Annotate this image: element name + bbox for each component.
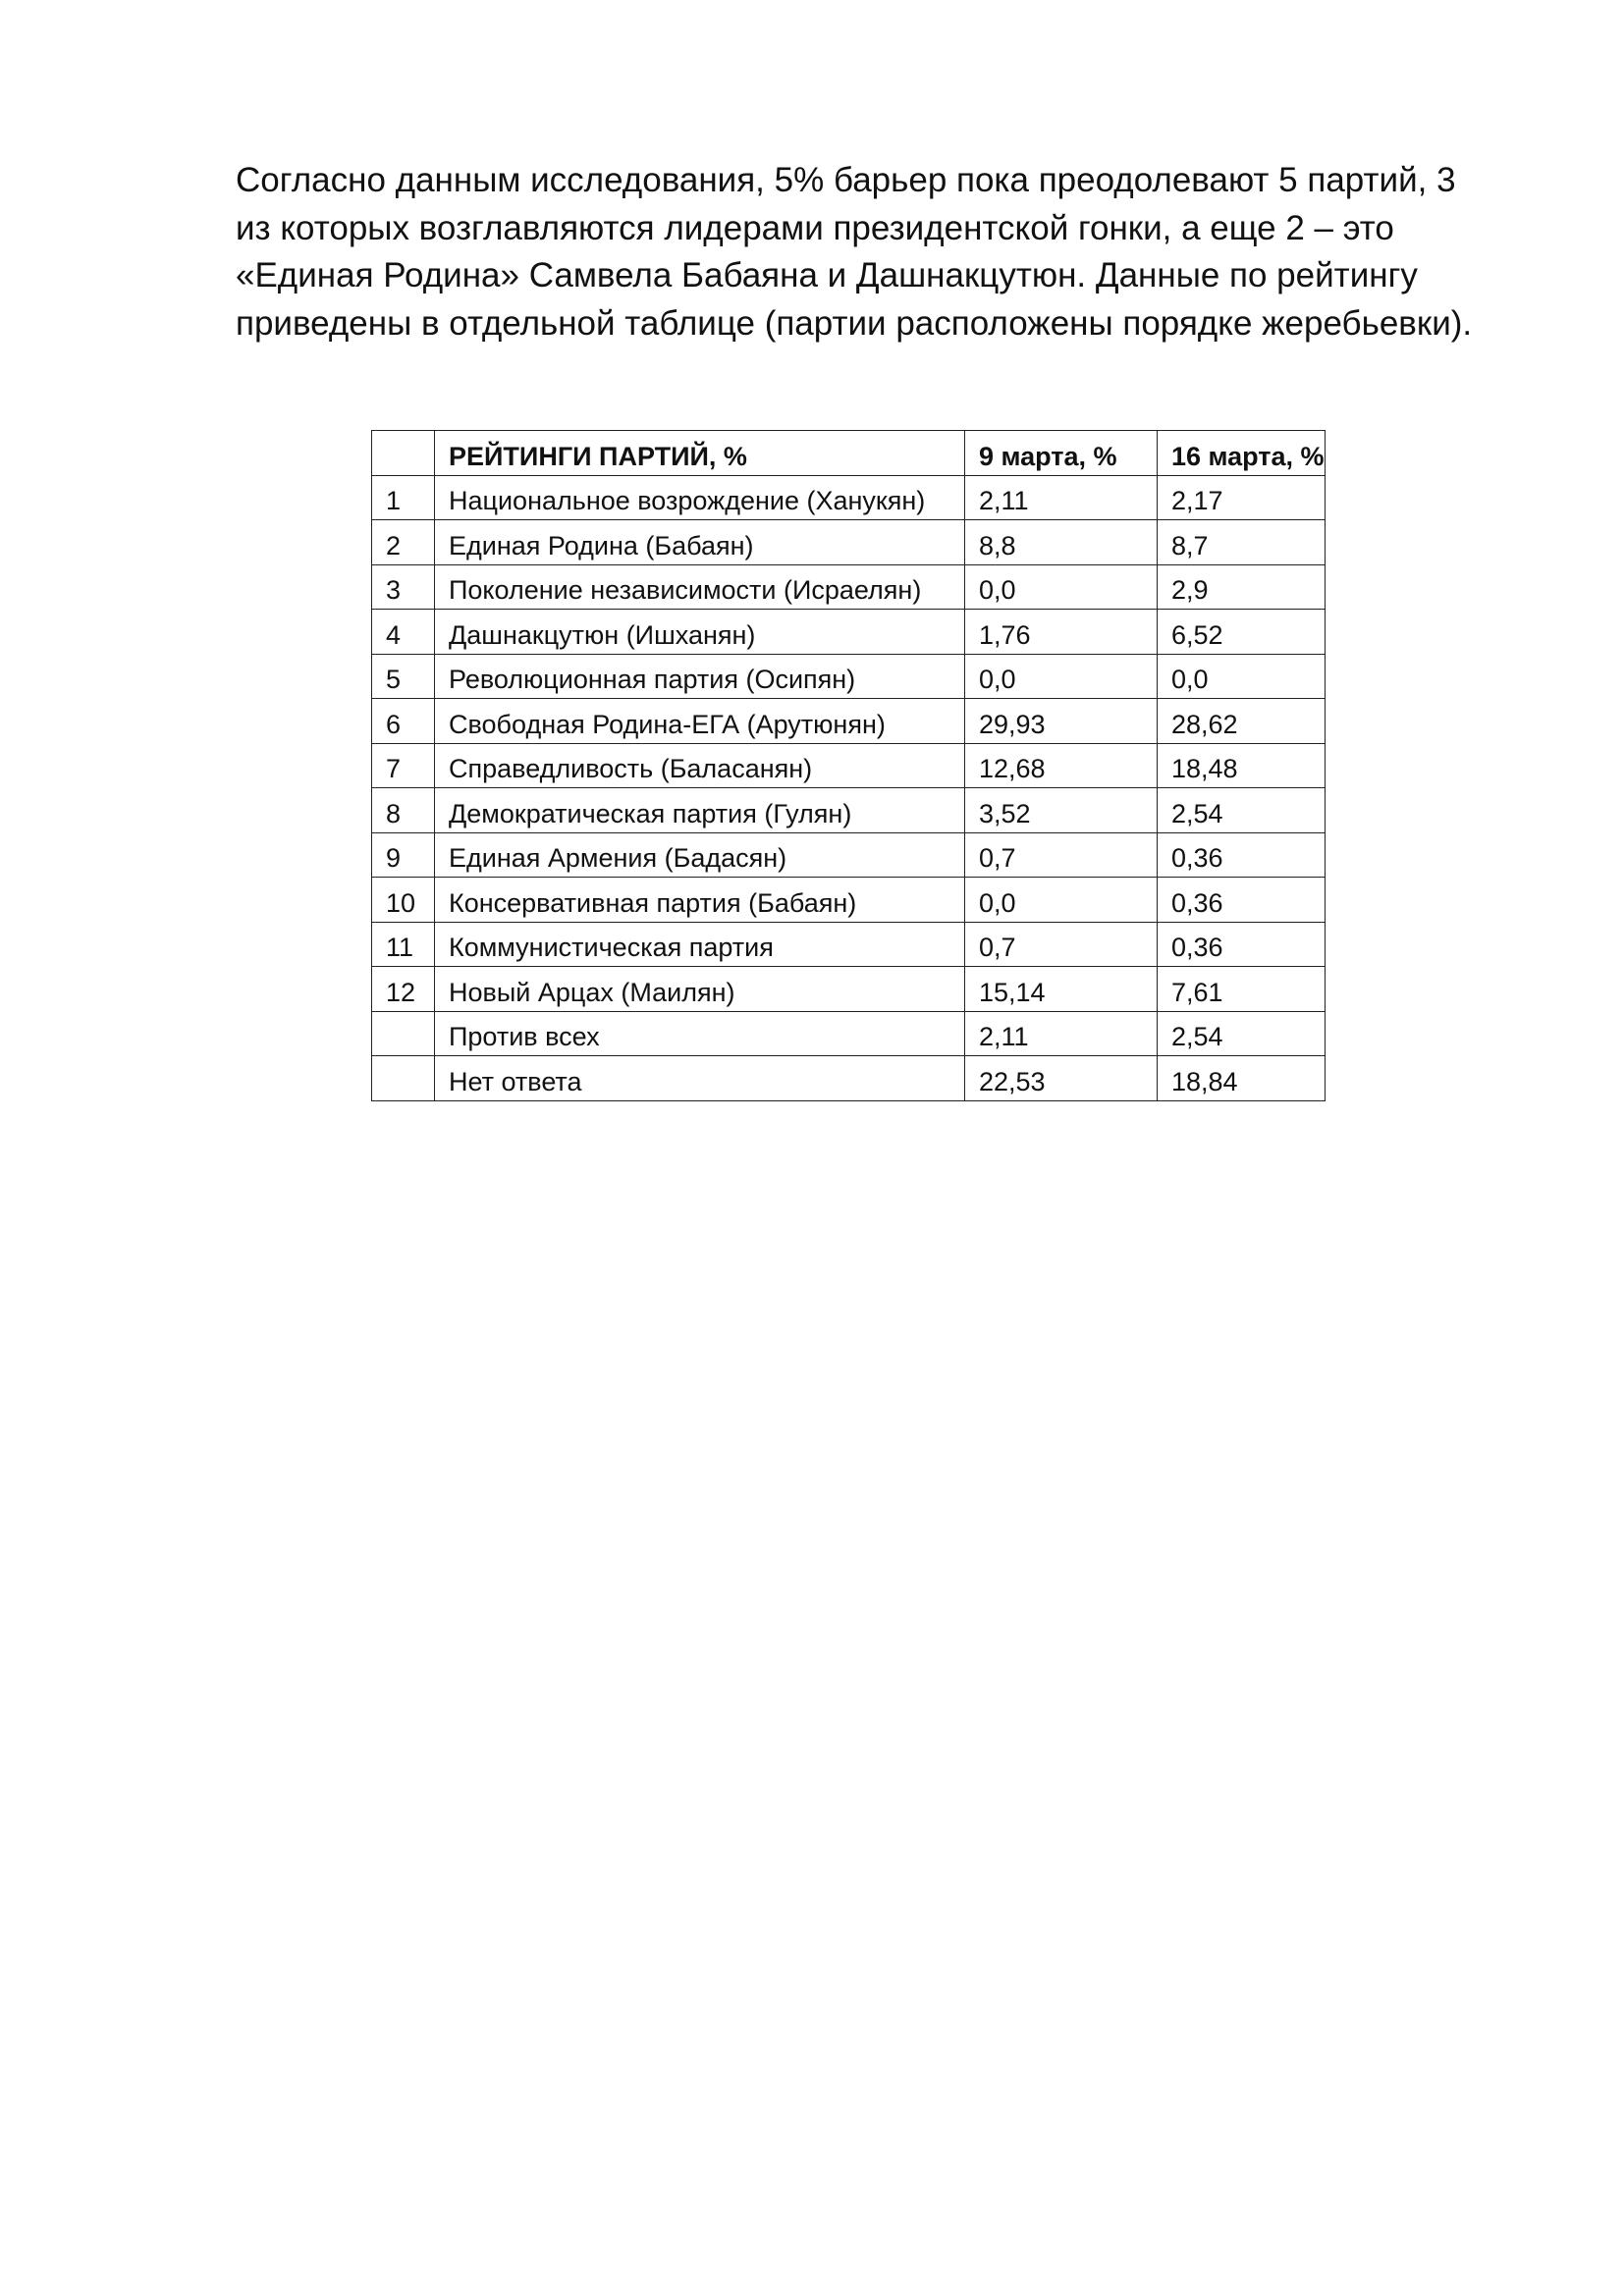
- cell-num: [372, 1056, 435, 1101]
- table-row: [372, 967, 1326, 1012]
- cell-num: [372, 1011, 435, 1056]
- cell-march9: 22,53: [965, 1056, 1158, 1101]
- cell-party: Консервативная партия (Бабаян): [435, 878, 965, 923]
- table-row: [372, 1011, 1326, 1056]
- table-row: [372, 564, 1326, 610]
- cell-num: 4: [372, 610, 435, 655]
- cell-march16: 0,36: [1158, 922, 1326, 967]
- cell-party: Справедливость (Баласанян): [435, 743, 965, 788]
- table-row: [372, 699, 1326, 744]
- cell-march9: 0,0: [965, 564, 1158, 610]
- cell-party: Единая Армения (Бадасян): [435, 832, 965, 878]
- table-row: [372, 832, 1326, 878]
- cell-march9: 2,11: [965, 1011, 1158, 1056]
- cell-party: Против всех: [435, 1011, 965, 1056]
- cell-march16: 8,7: [1158, 520, 1326, 565]
- table-row: [372, 1056, 1326, 1101]
- table-header-row: [372, 431, 1326, 476]
- cell-march16: 28,62: [1158, 699, 1326, 744]
- table-row: [372, 743, 1326, 788]
- header-party: РЕЙТИНГИ ПАРТИЙ, %: [435, 431, 965, 476]
- cell-march16: 2,9: [1158, 564, 1326, 610]
- cell-march9: 0,0: [965, 878, 1158, 923]
- header-march9: 9 марта, %: [965, 431, 1158, 476]
- cell-march16: 0,0: [1158, 654, 1326, 699]
- cell-march16: 18,84: [1158, 1056, 1326, 1101]
- cell-march9: 15,14: [965, 967, 1158, 1012]
- cell-num: 6: [372, 699, 435, 744]
- cell-num: 7: [372, 743, 435, 788]
- cell-num: 11: [372, 922, 435, 967]
- cell-party: Революционная партия (Осипян): [435, 654, 965, 699]
- cell-march9: 2,11: [965, 475, 1158, 520]
- cell-num: 5: [372, 654, 435, 699]
- cell-party: Единая Родина (Бабаян): [435, 520, 965, 565]
- table-row: [372, 788, 1326, 833]
- table-row: [372, 878, 1326, 923]
- cell-party: Поколение независимости (Исраелян): [435, 564, 965, 610]
- cell-march16: 7,61: [1158, 967, 1326, 1012]
- cell-num: 12: [372, 967, 435, 1012]
- cell-march9: 0,0: [965, 654, 1158, 699]
- cell-party: Коммунистическая партия: [435, 922, 965, 967]
- cell-march16: 18,48: [1158, 743, 1326, 788]
- cell-march9: 3,52: [965, 788, 1158, 833]
- cell-num: 9: [372, 832, 435, 878]
- cell-party: Национальное возрождение (Ханукян): [435, 475, 965, 520]
- cell-num: 1: [372, 475, 435, 520]
- cell-party: Демократическая партия (Гулян): [435, 788, 965, 833]
- cell-march9: 1,76: [965, 610, 1158, 655]
- cell-march16: 2,54: [1158, 1011, 1326, 1056]
- cell-num: 10: [372, 878, 435, 923]
- cell-march16: 0,36: [1158, 832, 1326, 878]
- table-row: [372, 520, 1326, 565]
- cell-march16: 6,52: [1158, 610, 1326, 655]
- table-row: [372, 475, 1326, 520]
- party-ratings-table: [371, 430, 1326, 1101]
- cell-march9: 0,7: [965, 832, 1158, 878]
- table-row: [372, 922, 1326, 967]
- cell-num: 2: [372, 520, 435, 565]
- cell-party: Нет ответа: [435, 1056, 965, 1101]
- cell-party: Дашнакцутюн (Ишханян): [435, 610, 965, 655]
- cell-party: Новый Арцах (Маилян): [435, 967, 965, 1012]
- table-row: [372, 654, 1326, 699]
- cell-march9: 29,93: [965, 699, 1158, 744]
- header-num: [372, 431, 435, 476]
- cell-num: 8: [372, 788, 435, 833]
- cell-march16: 0,36: [1158, 878, 1326, 923]
- cell-march16: 2,17: [1158, 475, 1326, 520]
- table-body: [372, 475, 1326, 1100]
- cell-march16: 2,54: [1158, 788, 1326, 833]
- table-row: [372, 610, 1326, 655]
- cell-march9: 12,68: [965, 743, 1158, 788]
- cell-march9: 0,7: [965, 922, 1158, 967]
- intro-paragraph: Согласно данным исследования, 5% барьер пока преодолевают 5 партий, 3 из которых возглавляются лидерами президентской гонки, а еще 2 – это «Единая Родина» Самвела Бабаяна и Дашнакцутюн. Данные по рейтингу приведены в отдельной таблице (партии расположены порядке жеребьевки).: [236, 161, 1473, 343]
- cell-march9: 8,8: [965, 520, 1158, 565]
- cell-num: 3: [372, 564, 435, 610]
- cell-party: Свободная Родина-ЕГА (Арутюнян): [435, 699, 965, 744]
- header-march16: 16 марта, %: [1158, 431, 1326, 476]
